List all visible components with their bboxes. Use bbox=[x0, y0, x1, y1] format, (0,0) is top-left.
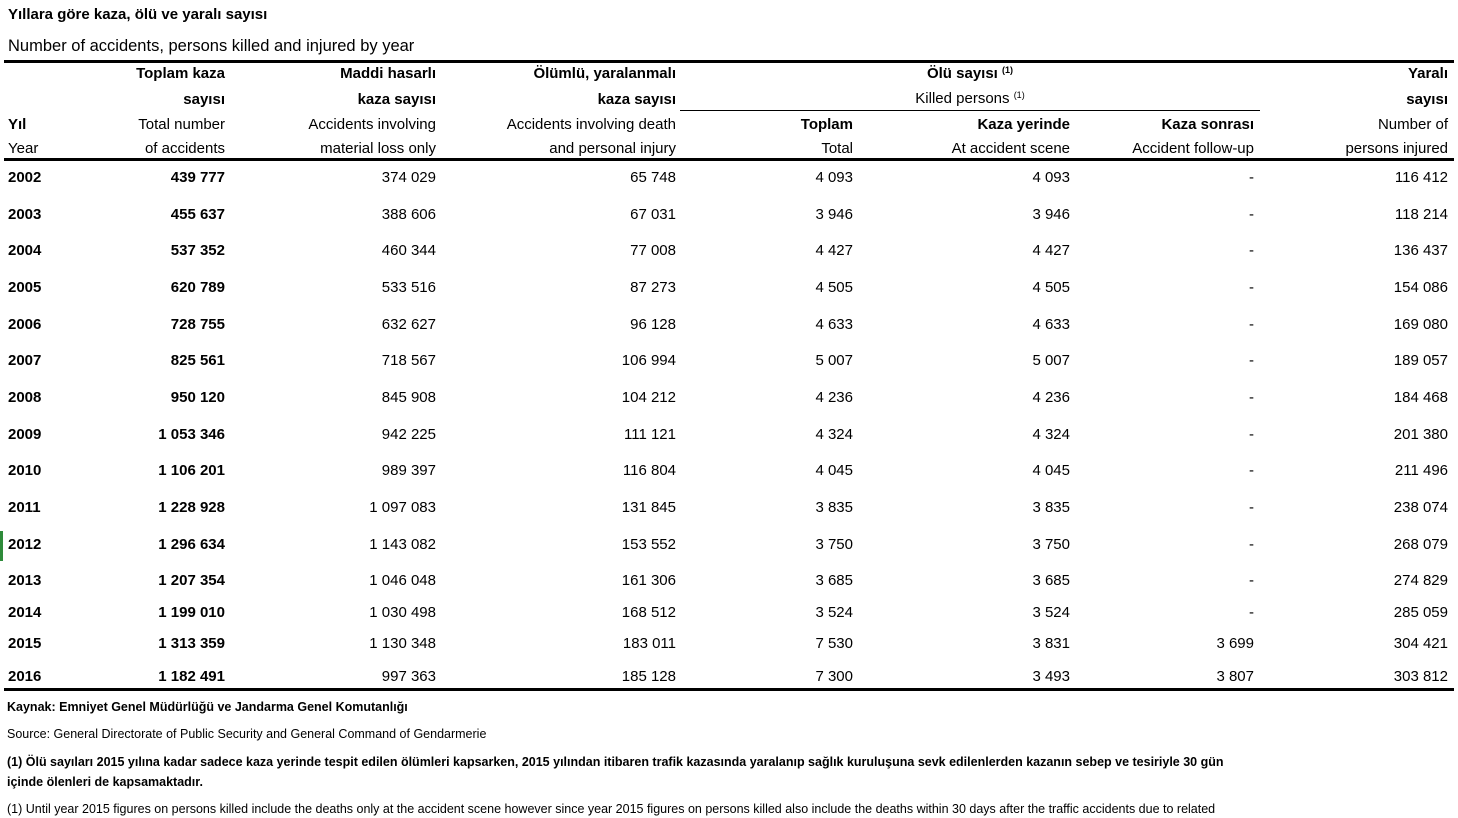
cell-material: 1 097 083 bbox=[369, 499, 436, 516]
cell-killed-followup: - bbox=[1249, 536, 1254, 553]
cell-year: 2009 bbox=[8, 426, 42, 443]
header-year-en: Year bbox=[8, 140, 39, 157]
page-subtitle: Number of accidents, persons killed and injured by year bbox=[8, 37, 415, 55]
cell-total: 620 789 bbox=[170, 279, 225, 296]
cell-material: 1 030 498 bbox=[369, 604, 436, 621]
cell-killed-scene: 4 324 bbox=[1032, 426, 1070, 443]
cell-injured: 211 496 bbox=[1394, 462, 1448, 479]
cell-death-injury: 168 512 bbox=[621, 604, 676, 621]
cell-material: 718 567 bbox=[381, 352, 436, 369]
cell-killed-total: 4 236 bbox=[815, 389, 853, 406]
cell-death-injury: 67 031 bbox=[630, 206, 676, 223]
cell-total: 439 777 bbox=[170, 169, 225, 186]
header-total-en-2: of accidents bbox=[144, 140, 225, 157]
source-tr: Kaynak: Emniyet Genel Müdürlüğü ve Jandarma Genel Komutanlığı bbox=[7, 700, 408, 714]
cell-injured: 136 437 bbox=[1393, 242, 1448, 259]
cell-year: 2012 bbox=[8, 536, 42, 553]
cell-killed-total: 4 505 bbox=[815, 279, 853, 296]
page-title: Yıllara göre kaza, ölü ve yaralı sayısı bbox=[8, 6, 268, 23]
cell-year: 2013 bbox=[8, 572, 42, 589]
cell-killed-followup: - bbox=[1249, 316, 1254, 333]
cell-death-injury: 111 121 bbox=[624, 426, 676, 443]
cell-killed-scene: 3 685 bbox=[1032, 572, 1070, 589]
header-injured-en-1: Number of bbox=[1377, 116, 1448, 133]
cell-total: 728 755 bbox=[170, 316, 225, 333]
header-injured-tr-2: sayısı bbox=[1406, 91, 1448, 108]
cell-year: 2010 bbox=[8, 462, 42, 479]
cell-injured: 189 057 bbox=[1393, 352, 1448, 369]
footnote-mark: (1) bbox=[1002, 65, 1014, 75]
cell-killed-followup: - bbox=[1249, 206, 1254, 223]
header-death-tr-2: kaza sayısı bbox=[597, 91, 676, 108]
cell-killed-followup: - bbox=[1249, 352, 1254, 369]
cell-killed-total: 3 524 bbox=[815, 604, 853, 621]
cell-injured: 304 421 bbox=[1393, 635, 1448, 652]
cell-year: 2016 bbox=[8, 668, 42, 685]
cell-killed-followup: 3 699 bbox=[1216, 635, 1254, 652]
header-killed-total-tr: Toplam bbox=[800, 116, 853, 133]
cell-injured: 154 086 bbox=[1393, 279, 1448, 296]
cell-death-injury: 104 212 bbox=[621, 389, 676, 406]
cell-killed-total: 4 427 bbox=[815, 242, 853, 259]
header-total-tr-2: sayısı bbox=[183, 91, 225, 108]
cell-total: 825 561 bbox=[170, 352, 225, 369]
cell-killed-total: 7 300 bbox=[815, 668, 853, 685]
cell-killed-followup: - bbox=[1249, 499, 1254, 516]
cell-year: 2008 bbox=[8, 389, 42, 406]
cell-total: 1 053 346 bbox=[158, 426, 225, 443]
header-scene-en: At accident scene bbox=[951, 140, 1070, 157]
cell-year: 2007 bbox=[8, 352, 42, 369]
source-en: Source: General Directorate of Public Security and General Command of Gendarmerie bbox=[7, 727, 487, 741]
cell-total: 1 296 634 bbox=[158, 536, 225, 553]
cell-killed-total: 3 835 bbox=[815, 499, 853, 516]
cell-injured: 285 059 bbox=[1393, 604, 1448, 621]
header-followup-en: Accident follow-up bbox=[1132, 140, 1254, 157]
cell-total: 1 313 359 bbox=[158, 635, 225, 652]
cell-material: 989 397 bbox=[381, 462, 436, 479]
cell-material: 533 516 bbox=[381, 279, 436, 296]
cell-death-injury: 183 011 bbox=[622, 635, 676, 652]
cell-killed-scene: 4 633 bbox=[1032, 316, 1070, 333]
cell-killed-scene: 4 505 bbox=[1032, 279, 1070, 296]
cell-death-injury: 131 845 bbox=[621, 499, 676, 516]
cell-killed-total: 4 633 bbox=[815, 316, 853, 333]
cell-killed-total: 3 750 bbox=[815, 536, 853, 553]
cell-killed-scene: 5 007 bbox=[1032, 352, 1070, 369]
cell-killed-scene: 3 946 bbox=[1032, 206, 1070, 223]
cell-material: 845 908 bbox=[381, 389, 436, 406]
cell-year: 2005 bbox=[8, 279, 42, 296]
table-bottom-rule bbox=[4, 688, 1454, 691]
header-total-en-1: Total number bbox=[138, 116, 225, 133]
cell-injured: 201 380 bbox=[1393, 426, 1448, 443]
cell-killed-scene: 4 045 bbox=[1032, 462, 1070, 479]
cell-killed-total: 4 093 bbox=[815, 169, 853, 186]
cell-killed-total: 3 946 bbox=[815, 206, 853, 223]
cell-year: 2002 bbox=[8, 169, 42, 186]
cell-injured: 116 412 bbox=[1394, 169, 1448, 186]
header-year-tr: Yıl bbox=[8, 116, 27, 133]
cell-killed-scene: 4 093 bbox=[1032, 169, 1070, 186]
cell-killed-scene: 3 831 bbox=[1032, 635, 1070, 652]
footnote-mark: (1) bbox=[1013, 90, 1025, 100]
cell-death-injury: 161 306 bbox=[621, 572, 676, 589]
cell-death-injury: 153 552 bbox=[621, 536, 676, 553]
cell-injured: 274 829 bbox=[1393, 572, 1448, 589]
cell-material: 1 130 348 bbox=[369, 635, 436, 652]
cell-total: 1 106 201 bbox=[158, 462, 225, 479]
cell-material: 388 606 bbox=[381, 206, 436, 223]
cell-killed-scene: 3 524 bbox=[1032, 604, 1070, 621]
header-material-en-1: Accidents involving bbox=[308, 116, 436, 133]
cell-killed-total: 5 007 bbox=[815, 352, 853, 369]
header-material-en-2: material loss only bbox=[320, 140, 436, 157]
cell-material: 997 363 bbox=[381, 668, 436, 685]
cell-total: 1 207 354 bbox=[158, 572, 225, 589]
cell-death-injury: 116 804 bbox=[622, 462, 676, 479]
cell-killed-total: 3 685 bbox=[815, 572, 853, 589]
header-bottom-rule bbox=[4, 158, 1454, 161]
header-material-tr-2: kaza sayısı bbox=[357, 91, 436, 108]
cell-year: 2014 bbox=[8, 604, 42, 621]
cell-total: 950 120 bbox=[170, 389, 225, 406]
header-injured-en-2: persons injured bbox=[1345, 140, 1448, 157]
cell-killed-followup: - bbox=[1249, 604, 1254, 621]
cell-killed-total: 7 530 bbox=[815, 635, 853, 652]
row-marker bbox=[0, 531, 3, 561]
cell-death-injury: 65 748 bbox=[630, 169, 676, 186]
cell-killed-scene: 4 236 bbox=[1032, 389, 1070, 406]
cell-material: 632 627 bbox=[381, 316, 436, 333]
cell-material: 460 344 bbox=[381, 242, 436, 259]
cell-killed-scene: 3 750 bbox=[1032, 536, 1070, 553]
header-scene-tr: Kaza yerinde bbox=[977, 116, 1070, 133]
cell-total: 1 199 010 bbox=[158, 604, 225, 621]
cell-killed-scene: 3 835 bbox=[1032, 499, 1070, 516]
cell-death-injury: 106 994 bbox=[621, 352, 676, 369]
cell-year: 2015 bbox=[8, 635, 42, 652]
header-killed-tr: Ölü sayısı $^{(1)}$ bbox=[926, 65, 1014, 82]
cell-killed-scene: 3 493 bbox=[1032, 668, 1070, 685]
cell-death-injury: 77 008 bbox=[630, 242, 676, 259]
header-injured-tr-1: Yaralı bbox=[1407, 65, 1448, 82]
cell-year: 2011 bbox=[8, 499, 41, 516]
cell-total: 1 228 928 bbox=[158, 499, 225, 516]
cell-killed-followup: - bbox=[1249, 242, 1254, 259]
table-top-rule bbox=[4, 60, 1454, 63]
cell-killed-followup: - bbox=[1249, 389, 1254, 406]
header-material-tr-1: Maddi hasarlı bbox=[340, 65, 436, 82]
cell-killed-followup: 3 807 bbox=[1216, 668, 1254, 685]
cell-material: 942 225 bbox=[381, 426, 436, 443]
cell-killed-followup: - bbox=[1249, 279, 1254, 296]
header-killed-en: Killed persons $^{(1)}$ bbox=[915, 90, 1025, 107]
cell-killed-followup: - bbox=[1249, 572, 1254, 589]
cell-death-injury: 185 128 bbox=[621, 668, 676, 685]
note-en-line-1: (1) Until year 2015 figures on persons killed include the deaths only at the accident scene however since year 2015 figures on persons killed also include the deaths within 30 days after the traffic accidents due to related bbox=[7, 802, 1216, 816]
cell-injured: 303 812 bbox=[1393, 668, 1448, 685]
cell-total: 537 352 bbox=[170, 242, 225, 259]
header-killed-total-en: Total bbox=[821, 140, 853, 157]
cell-year: 2006 bbox=[8, 316, 42, 333]
header-followup-tr: Kaza sonrası bbox=[1161, 116, 1254, 133]
group-rule bbox=[680, 110, 1260, 111]
cell-killed-followup: - bbox=[1249, 462, 1254, 479]
header-death-tr-1: Ölümlü, yaralanmalı bbox=[533, 65, 676, 82]
cell-year: 2003 bbox=[8, 206, 42, 223]
cell-total: 1 182 491 bbox=[158, 668, 225, 685]
cell-injured: 118 214 bbox=[1394, 206, 1448, 223]
cell-injured: 268 079 bbox=[1393, 536, 1448, 553]
cell-death-injury: 96 128 bbox=[630, 316, 676, 333]
cell-material: 374 029 bbox=[381, 169, 436, 186]
note-tr-line-2: içinde ölenleri de kapsamaktadır. bbox=[7, 775, 203, 789]
cell-killed-followup: - bbox=[1249, 169, 1254, 186]
cell-year: 2004 bbox=[8, 242, 42, 259]
cell-killed-total: 4 045 bbox=[815, 462, 853, 479]
cell-death-injury: 87 273 bbox=[630, 279, 676, 296]
header-total-tr-1: Toplam kaza bbox=[136, 65, 225, 82]
note-tr-line-1: (1) Ölü sayıları 2015 yılına kadar sadece kaza yerinde tespit edilen ölümleri kapsarken, 2015 yılından itibaren trafik kazasında yaralanıp sağlık kuruluşuna sevk edilenlerden kazanın sebep ve tesiriyle 30 gün bbox=[7, 755, 1224, 769]
cell-injured: 169 080 bbox=[1393, 316, 1448, 333]
cell-material: 1 143 082 bbox=[369, 536, 436, 553]
cell-material: 1 046 048 bbox=[369, 572, 436, 589]
header-death-en-1: Accidents involving death bbox=[506, 116, 676, 133]
cell-killed-followup: - bbox=[1249, 426, 1254, 443]
header-death-en-2: and personal injury bbox=[549, 140, 676, 157]
cell-injured: 238 074 bbox=[1393, 499, 1448, 516]
cell-killed-total: 4 324 bbox=[815, 426, 853, 443]
cell-total: 455 637 bbox=[170, 206, 225, 223]
cell-injured: 184 468 bbox=[1393, 389, 1448, 406]
cell-killed-scene: 4 427 bbox=[1032, 242, 1070, 259]
